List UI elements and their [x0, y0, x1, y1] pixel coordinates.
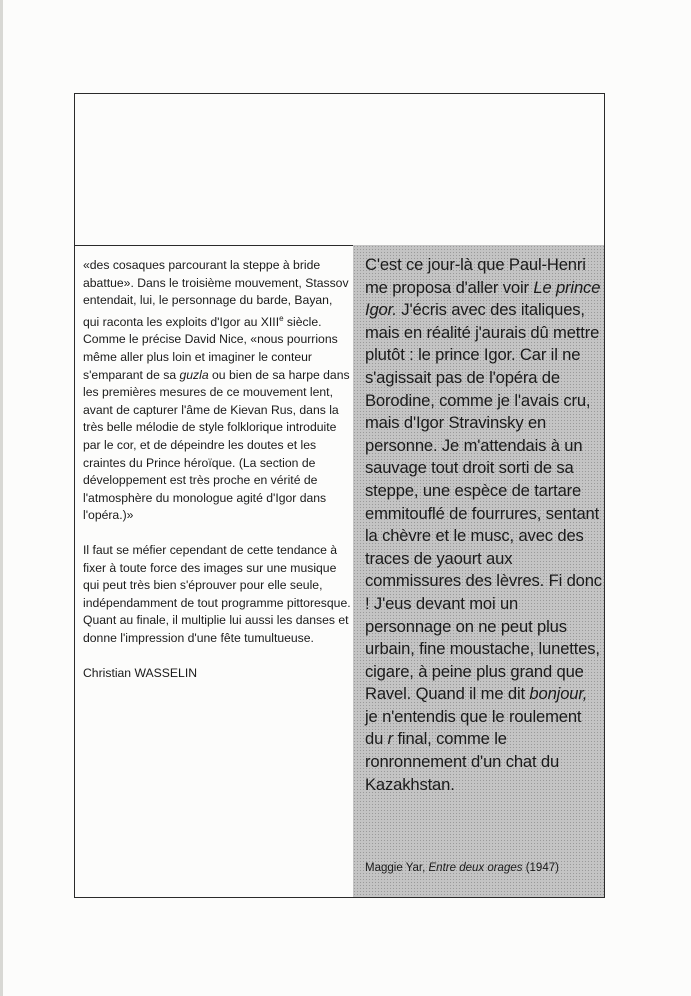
- page-edge: [0, 0, 3, 996]
- essay-paragraph-1: «des cosaques parcourant la steppe à bride abattue». Dans le troisième mouvement, Stassov entendait, lui, le personnage du barde, Bayan, qui raconta les exploits d'Igor au XIIIe siècle. Comme le précise David Nice, «nous pourrions même aller plus loin et imaginer le conteur s'emparant de sa guzla ou bien de sa harpe dans les premières mesures de ce mouvement lent, avant de capturer l'âme de Kievan Rus, dans la très belle mélodie de style folklorique introduite par le cor, et de dépeindre les doutes et les craintes du Prince héroïque. (La section de développement est très proche en vérité de l'atmosphère du monologue agité d'Igor dans l'opéra.)»: [83, 258, 350, 523]
- quote-text: C'est ce jour-là que Paul-Henri me proposa d'aller voir Le prince Igor. J'écris avec des italiques, mais en réalité j'aurais dû mettre plutôt : le prince Igor. Car il ne s'agissait pas de l'opéra de Borodine, comme je l'avais cru, mais d'Igor Stravinsky en personne. Je m'attendais à un sauvage tout droit sorti de sa steppe, une espèce de tartare emmitouflé de fourrures, sentant la chèvre et le musc, avec des traces de yaourt aux commissures des lèvres. Fi donc ! J'eus devant moi un personnage on ne peut plus urbain, fine moustache, lunettes, cigare, à peine plus grand que Ravel. Quand il me dit bonjour, je n'entendis que le roulement du r final, comme le ronronnement d'un chat du Kazakhstan.: [365, 255, 602, 794]
- essay-paragraph-2: Il faut se méfier cependant de cette tendance à fixer à toute force des images sur une musique qui peut très bien s'éprouver pour elle seule, indépendamment de tout programme pittoresque. Quant au finale, il multiplie lui aussi les danses et donne l'impression d'une fête tumultueuse.: [83, 542, 351, 645]
- quote-source: Maggie Yar, Entre deux orages (1947): [365, 862, 559, 874]
- superscript: e: [279, 313, 284, 323]
- quote-panel: [353, 245, 604, 897]
- blank-header-box: [75, 94, 604, 246]
- essay-column: [83, 257, 351, 699]
- text-frame: [74, 93, 605, 898]
- essay-author: Christian WASSELIN: [83, 665, 198, 680]
